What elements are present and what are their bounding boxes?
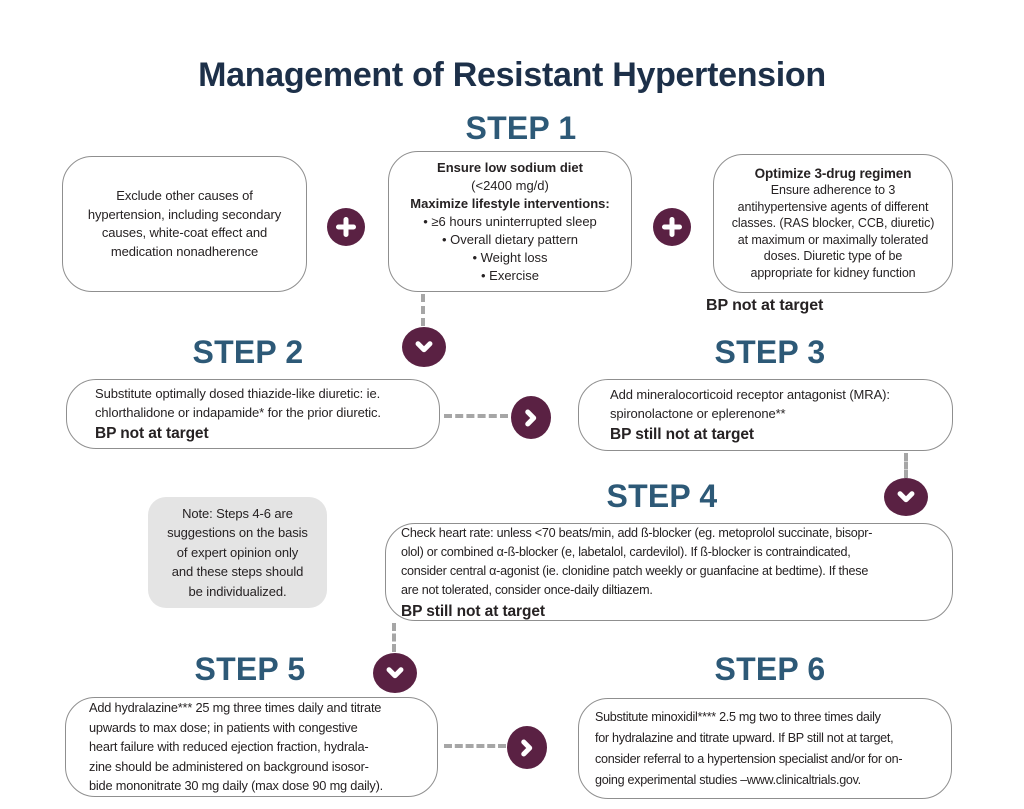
bullet-item: • Overall dietary pattern: [441, 231, 579, 247]
box-text-line: Add mineralocorticoid receptor antagonist (MRA):: [610, 387, 890, 402]
chevron-down-glyph: [411, 334, 437, 360]
lifestyle-box: [388, 151, 632, 292]
chevron-right-icon: [511, 396, 551, 439]
box-title: Optimize 3-drug regimen: [754, 165, 912, 181]
box-text-line: causes, white-coat effect and: [101, 225, 268, 240]
note-text-line: suggestions on the basis: [167, 525, 308, 541]
bp-status-label: BP not at target: [95, 425, 209, 442]
plus-icon: [653, 208, 691, 246]
note-text-line: Note: Steps 4-6 are: [182, 505, 293, 521]
step6-box: [578, 698, 952, 799]
chevron-down-icon: [402, 327, 446, 367]
chevron-right-icon: [507, 726, 547, 769]
box-text-line: (<2400 mg/d): [471, 177, 549, 193]
box-text-line: Substitute minoxidil**** 2.5 mg two to three times daily: [595, 709, 881, 724]
dashed-connector-horizontal: [444, 414, 508, 418]
step4-box: [385, 523, 953, 621]
note-text-line: be individualized.: [188, 583, 287, 599]
step3-box: [578, 379, 953, 451]
box-title: Ensure low sodium diet: [437, 159, 583, 175]
note-text-line: and these steps should: [171, 564, 304, 580]
chevron-down-glyph: [893, 484, 919, 510]
box-text-line: olol) or combined α-ß-blocker (e, labetalol, cardevilol). If ß-blocker is contraindicated,: [401, 544, 851, 559]
page-title: Management of Resistant Hypertension: [198, 56, 826, 94]
dashed-connector-vertical: [392, 623, 396, 652]
chevron-down-icon: [884, 478, 928, 516]
dashed-connector-horizontal: [444, 744, 506, 748]
bp-status-label: BP still not at target: [610, 426, 754, 443]
chevron-right-glyph: [518, 405, 544, 431]
box-text-line: for hydralazine and titrate upward. If BP still not at target,: [595, 730, 894, 745]
optimize-regimen-box: [713, 154, 953, 293]
box-text-line: bide mononitrate 30 mg daily (max dose 90 mg daily).: [89, 778, 384, 794]
box-text-line: hypertension, including secondary: [87, 206, 282, 222]
box-text-line: zine should be administered on background isosor-: [89, 758, 369, 774]
box-text-line: medication nonadherence: [110, 243, 259, 259]
step5-heading: STEP 5: [194, 651, 306, 687]
chevron-down-glyph: [382, 660, 408, 686]
box-text-line: Check heart rate: unless <70 beats/min, add ß-blocker (eg. metoprolol succinate, bisopr-: [401, 525, 873, 540]
exclude-causes-box: [62, 156, 307, 292]
box-text-line: Add hydralazine*** 25 mg three times daily and titrate: [89, 700, 382, 716]
box-text-line: at maximum or maximally tolerated: [737, 232, 929, 247]
step2-box: [66, 379, 440, 449]
chevron-down-icon: [373, 653, 417, 693]
step1-heading: STEP 1: [465, 110, 577, 146]
note-text-line: of expert opinion only: [176, 544, 299, 560]
box-text-line: are not tolerated, consider once-daily diltiazem.: [401, 582, 653, 597]
box-text-line: classes. (RAS blocker, CCB, diuretic): [731, 216, 935, 231]
step3-heading: STEP 3: [714, 334, 826, 370]
box-text-line: Substitute optimally dosed thiazide-like diuretic: ie.: [95, 386, 381, 401]
plus-icon: [327, 208, 365, 246]
bp-status-label: BP still not at target: [401, 602, 545, 620]
plus-glyph: [334, 215, 358, 239]
step2-heading: STEP 2: [192, 334, 304, 370]
box-text-line: consider central α-agonist (ie. clonidine patch weekly or guanfacine at bedtime). If these: [401, 563, 869, 578]
bullet-item: • Weight loss: [472, 249, 548, 265]
box-subheading: Maximize lifestyle interventions:: [410, 195, 610, 211]
bp-not-at-target-label: BP not at target: [706, 297, 824, 314]
bullet-item: • ≥6 hours uninterrupted sleep: [423, 213, 597, 229]
step5-box: [65, 697, 438, 797]
chevron-right-glyph: [514, 735, 540, 761]
dashed-connector-vertical: [904, 453, 908, 478]
box-text-line: upwards to max dose; in patients with congestive: [89, 719, 358, 735]
plus-glyph: [660, 215, 684, 239]
box-text-line: chlorthalidone or indapamide* for the prior diuretic.: [95, 404, 381, 420]
dashed-connector-vertical: [421, 294, 425, 326]
box-text-line: heart failure with reduced ejection fraction, hydrala-: [89, 739, 369, 755]
step4-heading: STEP 4: [606, 478, 718, 514]
box-text-line: consider referral to a hypertension specialist and/or for on-: [595, 751, 903, 766]
box-text-line: antihypertensive agents of different: [737, 199, 929, 214]
box-text-line: Exclude other causes of: [116, 188, 253, 203]
bullet-item: • Exercise: [480, 267, 539, 283]
box-text-line: going experimental studies –www.clinicaltrials.gov.: [595, 772, 861, 787]
note-box: [148, 497, 327, 608]
box-text-line: doses. Diuretic type of be: [763, 249, 903, 264]
box-text-line: Ensure adherence to 3: [770, 183, 896, 198]
box-text-line: spironolactone or eplerenone**: [610, 405, 786, 421]
step6-heading: STEP 6: [714, 651, 826, 687]
box-text-line: appropriate for kidney function: [750, 265, 916, 280]
